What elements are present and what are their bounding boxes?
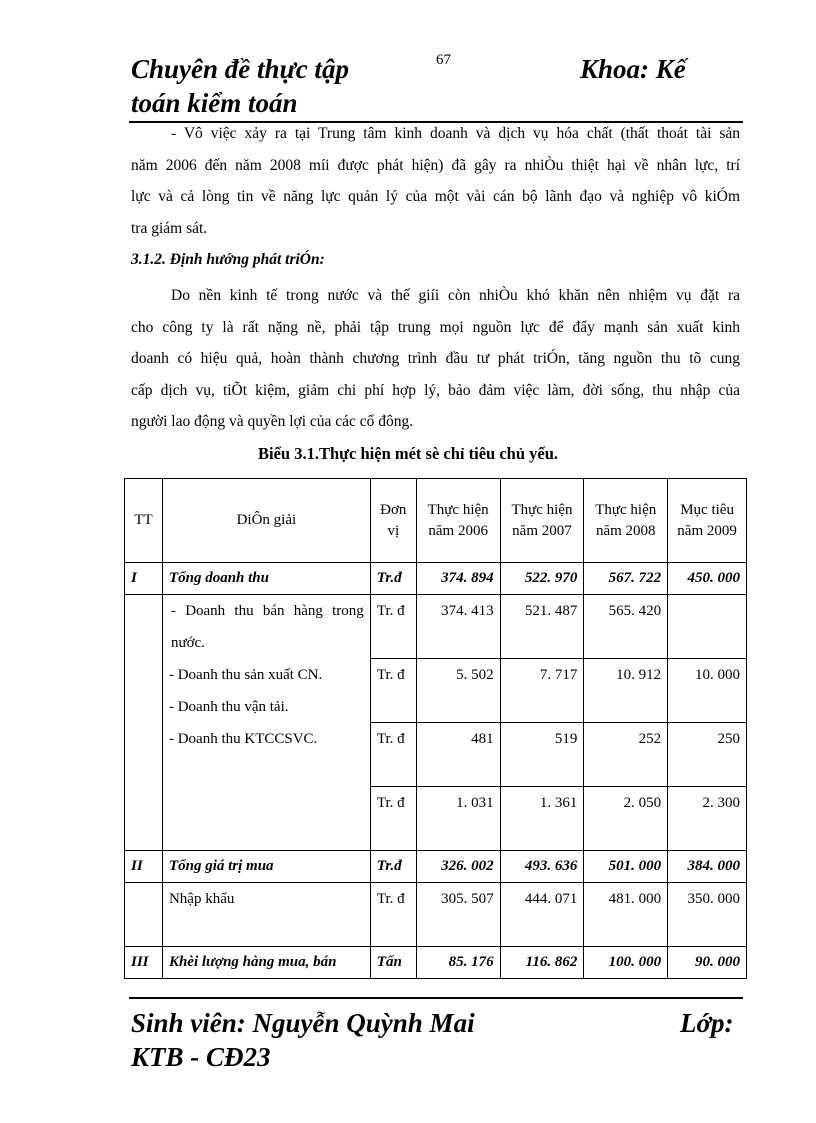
cell-desc: Tổng doanh thu [162, 563, 370, 595]
indicators-table [124, 478, 747, 979]
cell-2006: 481 [416, 723, 500, 787]
cell-unit: Tr. đ [370, 595, 416, 659]
cell-desc-group [162, 595, 370, 851]
footer-divider [129, 997, 743, 999]
footer-student [131, 1006, 551, 1074]
cell-target: 350. 000 [668, 883, 747, 947]
cell-tt [125, 883, 163, 947]
sub-item-domestic-sales: - Doanh thu bán hàng trong nước. [170, 603, 364, 651]
table-row [125, 595, 747, 659]
paragraph-line: - Vô việc xảy ra tại Trung tâm kinh doanh và dịch vụ hóa chất (thất thoát tài sản [171, 125, 740, 142]
cell-2008: 252 [584, 723, 668, 787]
table-row-import [125, 883, 747, 947]
page-number: 67 [436, 52, 451, 68]
header-title [131, 52, 401, 120]
header-title-line1: Chuyên đề thực tập [131, 54, 349, 84]
cell-2006: 1. 031 [416, 787, 500, 851]
paragraph-line: Do nền kinh tế trong nước và thế giíi còn nhiÒu khó khăn nên nhiệm vụ đặt ra [171, 287, 740, 304]
footer-class-label: Lớp: [680, 1008, 734, 1038]
paragraph-line: cho công ty là rất nặng nề, phải tập trung mọi nguồn lực để đẩy mạnh sản xuất kinh [131, 318, 740, 336]
cell-desc: Tổng giá trị mua [162, 851, 370, 883]
paragraph-orientation [131, 280, 740, 438]
cell-2008: 10. 912 [584, 659, 668, 723]
paragraph-line: tra giám sát. [131, 219, 208, 237]
footer-student-name: Sinh viên: Nguyễn Quỳnh Mai [131, 1008, 475, 1038]
header-department: Khoa: Kế [580, 54, 686, 84]
cell-2006: 374. 894 [416, 563, 500, 595]
section-heading: 3.1.2. Định hướng phát triÓn: [131, 251, 325, 268]
cell-unit: Tấn [370, 947, 416, 979]
cell-unit: Tr. đ [370, 883, 416, 947]
cell-2007: 522. 970 [500, 563, 584, 595]
paragraph-line: năm 2006 đến năm 2008 míi được phát hiện) đã gây ra nhiÒu thiệt hại về nhân lực, trí [131, 156, 740, 174]
cell-2007: 7. 717 [500, 659, 584, 723]
cell-2007: 493. 636 [500, 851, 584, 883]
cell-target [668, 595, 747, 659]
cell-tt: II [125, 851, 163, 883]
paragraph-line: doanh có hiệu quả, hoàn thành chương trình đầu tư phát triÓn, tăng nguồn thu tõ cung [131, 350, 740, 367]
cell-unit: Tr. đ [370, 659, 416, 723]
cell-2007: 521. 487 [500, 595, 584, 659]
paragraph-line: cấp dịch vụ, tiÕt kiệm, giảm chi phí hợp lý, bảo đảm việc làm, đời sống, thu nhập của [131, 381, 740, 399]
col-header-2006: Thực hiện năm 2006 [416, 479, 500, 563]
cell-2008: 501. 000 [584, 851, 668, 883]
cell-unit: Tr.đ [370, 851, 416, 883]
cell-desc: Khèi lượng hàng mua, bán [162, 947, 370, 979]
cell-unit: Tr. đ [370, 787, 416, 851]
cell-target: 450. 000 [668, 563, 747, 595]
cell-2007: 519 [500, 723, 584, 787]
cell-2008: 565. 420 [584, 595, 668, 659]
cell-2006: 305. 507 [416, 883, 500, 947]
cell-2006: 326. 002 [416, 851, 500, 883]
cell-target: 90. 000 [668, 947, 747, 979]
paragraph-line: người lao động và quyền lợi của các cổ đông. [131, 413, 414, 430]
sub-item-transport: - Doanh thu vận tải. [168, 699, 289, 715]
cell-tt: I [125, 563, 163, 595]
cell-target: 384. 000 [668, 851, 747, 883]
cell-target: 250 [668, 723, 747, 787]
sub-item-ktccsvc: - Doanh thu KTCCSVC. [168, 731, 318, 747]
table-row-volume [125, 947, 747, 979]
paragraph-incident [131, 118, 740, 244]
table-row-total-revenue [125, 563, 747, 595]
cell-2007: 116. 862 [500, 947, 584, 979]
col-header-tt: TT [125, 479, 163, 563]
footer-class-code: KTB - CĐ23 [131, 1042, 271, 1072]
sub-item-industrial: - Doanh thu sản xuất CN. [168, 667, 323, 683]
cell-2007: 1. 361 [500, 787, 584, 851]
cell-tt: III [125, 947, 163, 979]
cell-unit: Tr.đ [370, 563, 416, 595]
cell-2007: 444. 071 [500, 883, 584, 947]
table-header-row [125, 479, 747, 563]
cell-unit: Tr. đ [370, 723, 416, 787]
cell-tt [125, 595, 163, 851]
cell-desc: Nhập khẩu [162, 883, 370, 947]
cell-2006: 374. 413 [416, 595, 500, 659]
col-header-desc: DiÔn giải [162, 479, 370, 563]
cell-2006: 85. 176 [416, 947, 500, 979]
cell-2008: 481. 000 [584, 883, 668, 947]
paragraph-line: lực và cả lòng tin về năng lực quản lý của một vài cán bộ lãnh đạo và nghiệp vô kiÓm [131, 188, 740, 205]
col-header-2008: Thực hiện năm 2008 [584, 479, 668, 563]
cell-2008: 567. 722 [584, 563, 668, 595]
cell-2008: 100. 000 [584, 947, 668, 979]
table-caption: Biểu 3.1.Thực hiện mét sè chỉ tiêu chủ yếu. [257, 444, 559, 463]
col-header-target: Mục tiêu năm 2009 [668, 479, 747, 563]
cell-target: 10. 000 [668, 659, 747, 723]
col-header-2007: Thực hiện năm 2007 [500, 479, 584, 563]
table-row-total-purchase [125, 851, 747, 883]
cell-2008: 2. 050 [584, 787, 668, 851]
header-title-line2: toán kiểm toán [131, 88, 298, 118]
cell-2006: 5. 502 [416, 659, 500, 723]
col-header-unit: Đơn vị [370, 479, 416, 563]
cell-target: 2. 300 [668, 787, 747, 851]
